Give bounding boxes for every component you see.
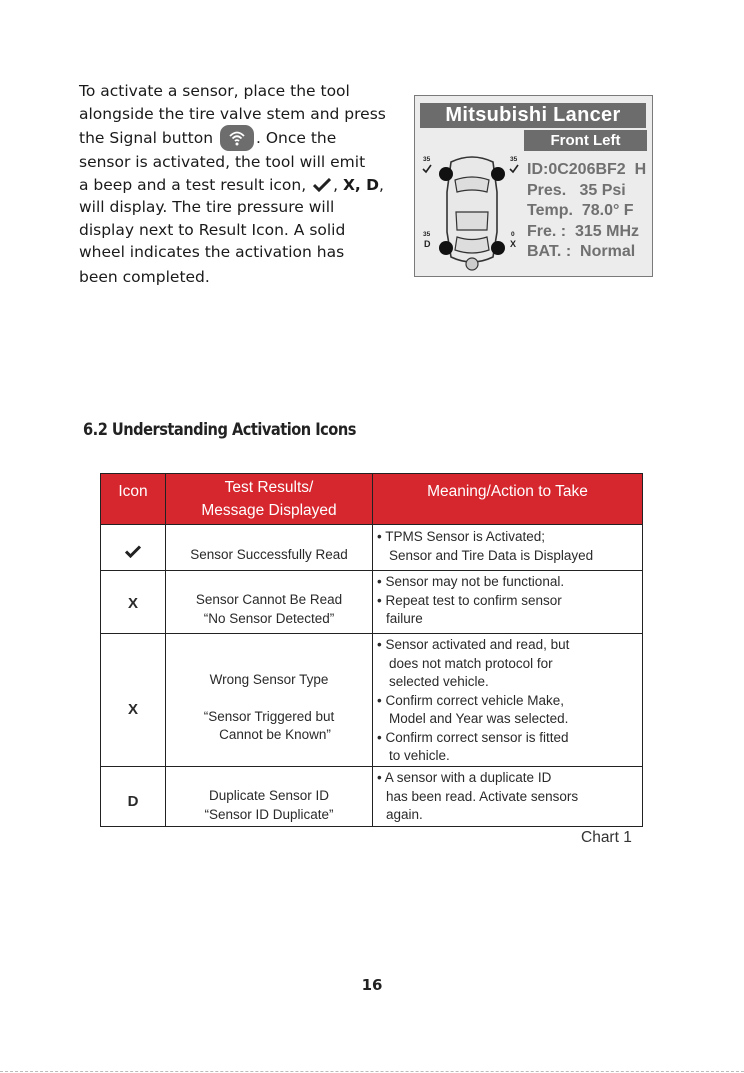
intro-line (79, 174, 409, 197)
meaning-line: • Confirm correct sensor is fitted (377, 729, 569, 745)
row-result-cell (166, 634, 373, 767)
row-meaning-cell (373, 525, 643, 571)
sensor-battery: BAT. : Normal (527, 243, 636, 260)
sensor-frequency: Fre. : 315 MHz (527, 222, 640, 240)
x-icon: X (127, 595, 138, 612)
result-line: Sensor Successfully Read (190, 547, 348, 562)
activation-icons-table (100, 473, 643, 827)
fr-value: 35 (510, 156, 518, 163)
intro-text: , (333, 175, 343, 194)
rr-icon: X (510, 239, 517, 249)
row-meaning-cell (373, 634, 643, 767)
header-icon: Icon (101, 474, 166, 525)
result-line: “No Sensor Detected” (203, 610, 335, 626)
meaning-line: to vehicle. (389, 748, 450, 763)
signal-button-icon (220, 125, 254, 151)
car-diagram (419, 152, 525, 272)
table-row (101, 634, 643, 767)
vehicle-title: Mitsubishi Lancer (420, 103, 646, 128)
intro-text: a beep and a test result icon, (79, 175, 312, 194)
tire-position: Front Left (524, 130, 647, 151)
page-number: 16 (361, 976, 383, 994)
wheel-rear-left-icon (439, 241, 453, 255)
result-line: “Sensor Triggered but (203, 708, 335, 724)
row-icon-cell (101, 525, 166, 571)
intro-line: sensor is activated, the tool will emit (79, 153, 366, 171)
intro-paragraph (79, 80, 409, 288)
header-meaning: Meaning/Action to Take (373, 474, 643, 525)
intro-text: the Signal button (79, 129, 214, 147)
meaning-line: failure (386, 611, 423, 626)
row-result-cell (166, 525, 373, 571)
intro-line: been completed. (79, 267, 210, 286)
meaning-line: has been read. Activate sensors (386, 788, 579, 804)
result-line: Cannot be Known” (219, 727, 331, 742)
row-meaning-cell (373, 767, 643, 827)
result-line: Sensor Cannot Be Read (195, 592, 343, 607)
meaning-line: selected vehicle. (389, 674, 489, 689)
row-meaning-cell (373, 571, 643, 634)
meaning-line: • Confirm correct vehicle Make, (377, 692, 565, 708)
result-line: “Sensor ID Duplicate” (204, 806, 334, 822)
intro-line: To activate a sensor, place the tool (79, 82, 350, 100)
meaning-line: • TPMS Sensor is Activated; (377, 529, 546, 544)
sensor-pressure: Pres. 35 Psi (527, 181, 626, 199)
intro-line: will display. The tire pressure will (79, 198, 335, 216)
x-icon: X (127, 701, 138, 718)
tool-screen (414, 95, 653, 277)
row-icon-cell (101, 634, 166, 767)
wheel-front-right-icon (491, 167, 505, 181)
meaning-line: again. (386, 807, 423, 822)
page-bottom-rule (0, 1071, 744, 1072)
d-icon: D (127, 793, 139, 810)
section-heading: 6.2 Understanding Activation Icons (83, 420, 356, 440)
table-row (101, 525, 643, 571)
meaning-line: • Sensor may not be functional. (377, 574, 565, 589)
rr-value: 0 (511, 231, 515, 238)
meaning-line: does not match protocol for (389, 655, 553, 671)
wheel-rear-right-icon (491, 241, 505, 255)
table-row (101, 767, 643, 827)
wheel-front-left-icon (439, 167, 453, 181)
intro-line (79, 125, 409, 151)
checkmark-icon (313, 178, 331, 192)
sensor-id: ID:0C206BF2 H (527, 161, 647, 178)
meaning-line: • A sensor with a duplicate ID (377, 770, 552, 785)
fr-check-icon (510, 165, 518, 172)
intro-line: wheel indicates the activation has (79, 243, 345, 261)
meaning-line: • Sensor activated and read, but (377, 637, 570, 652)
intro-bold-text: X, D (342, 175, 380, 194)
row-icon-cell (101, 571, 166, 634)
intro-line: alongside the tire valve stem and press (79, 104, 386, 123)
checkmark-icon (125, 545, 141, 558)
fl-value: 35 (423, 156, 431, 163)
rl-value: 35 (423, 231, 431, 238)
intro-text: . Once the (255, 129, 337, 147)
intro-line: display next to Result Icon. A solid (79, 220, 346, 239)
meaning-line: Sensor and Tire Data is Displayed (389, 547, 594, 563)
header-results: Test Results/ Message Displayed (166, 474, 373, 525)
sensor-temperature: Temp. 78.0° F (527, 202, 634, 219)
result-line: Duplicate Sensor ID (208, 788, 330, 803)
sensor-readout (527, 160, 646, 263)
table-row (101, 571, 643, 634)
row-result-cell (166, 571, 373, 634)
meaning-line: • Repeat test to confirm sensor (377, 592, 562, 608)
row-result-cell (166, 767, 373, 827)
result-line: Wrong Sensor Type (209, 672, 329, 687)
spare-wheel-icon (466, 258, 478, 270)
intro-text: , (379, 175, 384, 194)
chart-caption: Chart 1 (581, 829, 632, 846)
rl-icon: D (424, 239, 431, 249)
row-icon-cell (101, 767, 166, 827)
fl-check-icon (423, 165, 431, 172)
meaning-line: Model and Year was selected. (389, 711, 569, 726)
